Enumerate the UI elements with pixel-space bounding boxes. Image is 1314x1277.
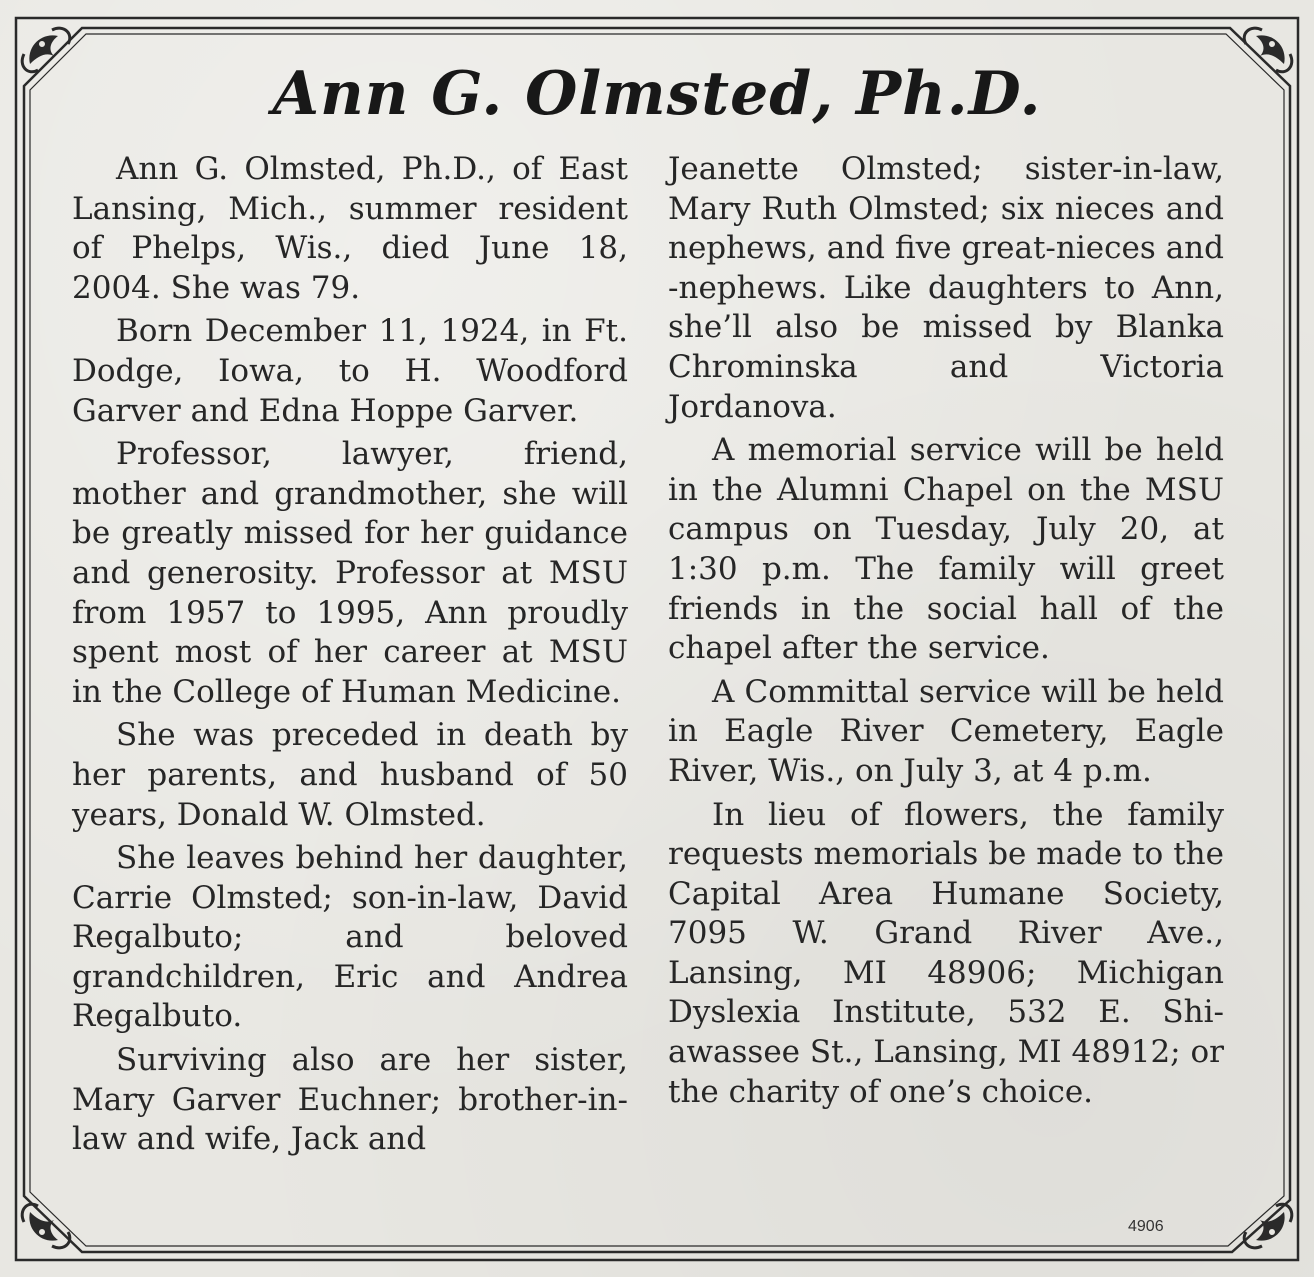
ad-code: 4906: [1128, 1218, 1164, 1235]
paragraph: Surviving also are her sister, Mary Garver Euchner; brother-in-law and wife, Jack and: [72, 1042, 628, 1158]
paragraph: Professor, lawyer, friend, mother and grandmother, she will be greatly missed for her guidance and generosity. Professor at MSU from 1957 to 1995, Ann proudly spent most of her career at MSU in the College of Human Medicine.: [72, 436, 628, 710]
left-column: [72, 150, 628, 1160]
paragraph: A Committal service will be held in Eagle River Cemetery, Eagle River, Wis., on July 3, at 4 p.m.: [668, 673, 1224, 789]
paragraph: She leaves behind her daughter, Carrie Olmsted; son-in-law, David Regalbuto; and beloved grandchildren, Eric and Andrea Regalbuto.: [72, 840, 628, 1035]
corner-ornament-bottom-left: [22, 1204, 70, 1248]
paragraph: In lieu of flowers, the family requests memorials be made to the Capital Area Humane Society, 7095 W. Grand River Ave., Lansing, MI 48906; Michigan Dyslexia Institute, 532 E. Shiawassee St., Lansing, MI 48912; or the charity of one’s choice.: [668, 796, 1224, 1110]
obituary-title: Ann G. Olmsted, Ph.D.: [272, 59, 1042, 129]
paragraph-continued: Jeanette Olmsted; sister-in-law, Mary Ruth Olmsted; six nieces and nephews, and five great-nieces and -nephews. Like daughters to Ann, she’ll also be missed by Blanka Chrominska and Victoria Jordanova.: [668, 151, 1224, 425]
paragraph: Born December 11, 1924, in Ft. Dodge, Iowa, to H. Woodford Garver and Edna Hoppe Garver.: [72, 313, 628, 429]
paragraph: Ann G. Olmsted, Ph.D., of East Lansing, Mich., summer resident of Phelps, Wis., died June 18, 2004. She was 79.: [72, 151, 628, 306]
paragraph: She was preceded in death by her parents, and husband of 50 years, Donald W. Olmsted.: [72, 717, 628, 833]
right-column: [668, 150, 1224, 1112]
paragraph: A memorial service will be held in the Alumni Chapel on the MSU campus on Tuesday, July 20, at 1:30 p.m. The family will greet friends in the social hall of the chapel after the service.: [668, 432, 1224, 667]
